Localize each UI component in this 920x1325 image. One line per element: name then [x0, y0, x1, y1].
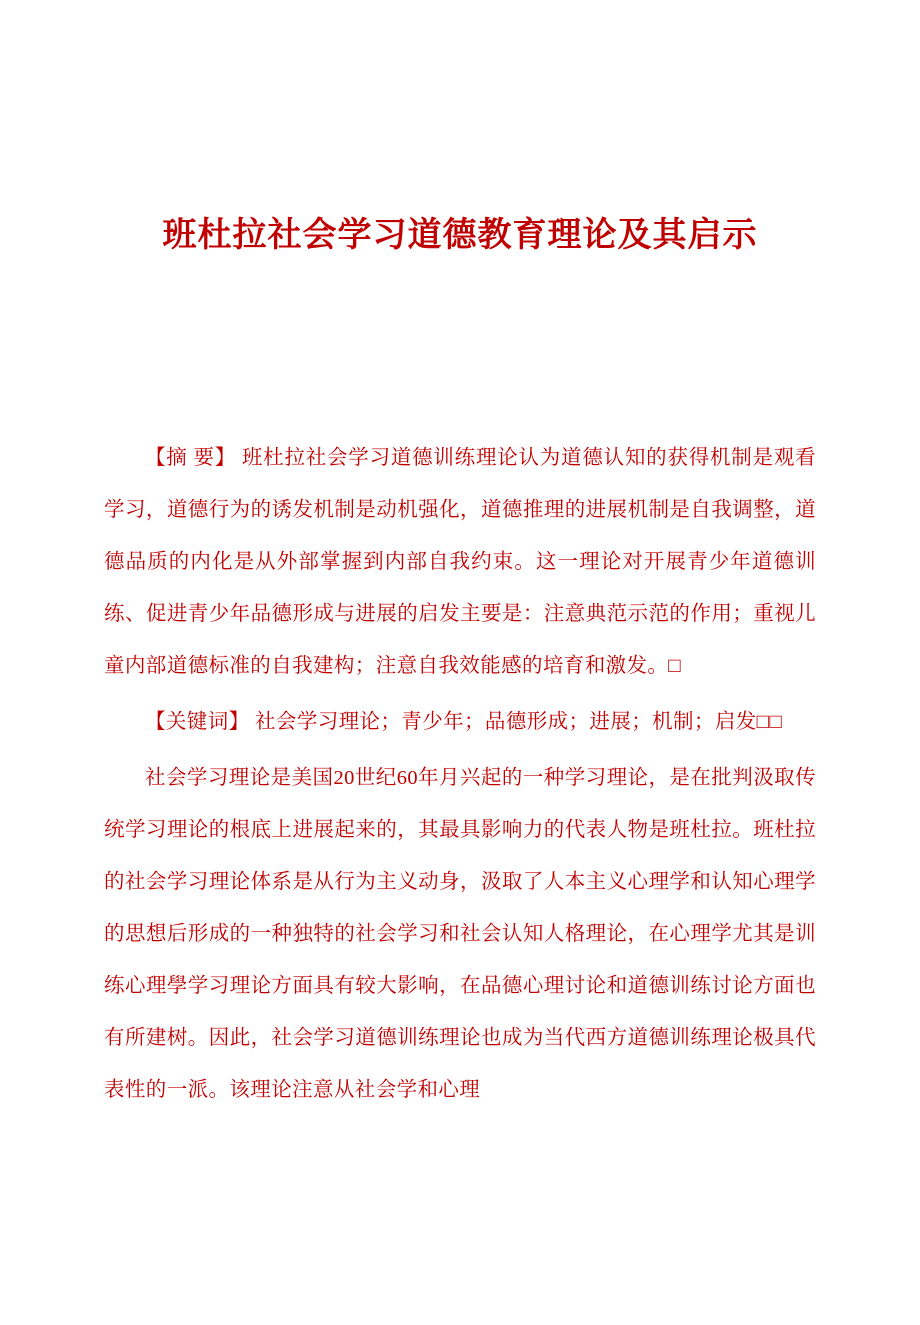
document-body	[0, 432, 920, 1116]
body-paragraph: 社会学习理论是美国20世纪60年月兴起的一种学习理论，是在批判汲取传统学习理论的根底上进展起来的，其最具影响力的代表人物是班杜拉。班杜拉的社会学习理论体系是从行为主义动身，汲取了人本主义心理学和认知心理学的思想后形成的一种独特的社会学习和社会认知人格理论，在心理学尤其是训练心理學学习理论方面具有较大影响，在品德心理讨论和道德训练讨论方面也有所建树。因此，社会学习道德训练理论也成为当代西方道德训练理论极具代表性的一派。该理论注意从社会学和心理	[104, 766, 816, 1101]
page-title: 班杜拉社会学习道德教育理论及其启示	[162, 215, 758, 254]
keywords-paragraph: 【关键词】 社会学习理论；青少年；品德形成；进展；机制；启发□□	[145, 710, 783, 733]
abstract-paragraph: 【摘 要】 班杜拉社会学习道德训练理论认为道德认知的获得机制是观看学习，道德行为的诱发机制是动机强化，道德推理的进展机制是自我调整，道德品质的内化是从外部掌握到内部自我约束。这一理论对开展青少年道德训练、促进青少年品德形成与进展的启发主要是：注意典范示范的作用；重视儿童内部道德标准的自我建构；注意自我效能感的培育和激发。□	[104, 446, 816, 677]
document-page	[0, 23, 920, 1325]
